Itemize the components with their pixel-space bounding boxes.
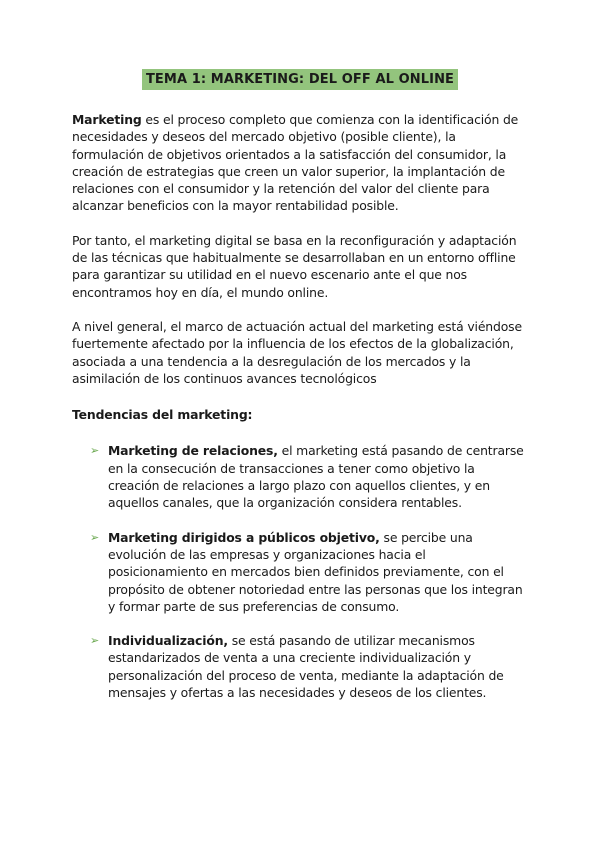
- list-item: [72, 442, 528, 511]
- trend-text: el marketing está pasando de centrarse en la consecución de transacciones a tener como objetivo la creación de relaciones a largo plazo con aquellos clientes, y en aquellos canales, que la organización considera rentables.: [108, 443, 524, 511]
- arrow-bullet-icon: ➢: [90, 634, 100, 648]
- trends-heading: Tendencias del marketing:: [72, 407, 253, 423]
- paragraph-text: A nivel general, el marco de actuación actual del marketing está viéndose fuertemente afectado por la influencia de los efectos de la globalización, asociada a una tendencia a la desregulación de los mercados y la asimilación de los continuos avances tecnológicos: [72, 318, 522, 386]
- trend-term: Marketing dirigidos a públicos objetivo,: [108, 529, 380, 545]
- paragraph-text: es el proceso completo que comienza con la identificación de necesidades y deseos del mercado objetivo (posible cliente), la formulación de objetivos orientados a la satisfacción del consumidor, la creación de estrategias que creen un valor superior, la implantación de relaciones con el consumidor y la retención del valor del cliente para alcanzar beneficios con la mayor rentabilidad posible.: [72, 112, 519, 214]
- trend-text: se está pasando de utilizar mecanismos estandarizados de venta a una creciente individualización y personalización del proceso de venta, mediante la adaptación de mensajes y ofertas a las necesidades y deseos de los clientes.: [108, 633, 504, 701]
- paragraph-marketing-definition: [72, 111, 528, 215]
- trend-term: Individualización,: [108, 633, 228, 649]
- title-wrapper: [72, 68, 528, 90]
- arrow-bullet-icon: ➢: [90, 444, 100, 458]
- trend-text: se percibe una evolución de las empresas y organizaciones hacia el posicionamiento en mercados bien definidos previamente, con el propósito de obtener notoriedad entre las personas que los integran y formar parte de sus preferencias de consumo.: [108, 529, 523, 614]
- document-page: [72, 68, 528, 718]
- arrow-bullet-icon: ➢: [90, 530, 100, 544]
- paragraph-digital-marketing: [72, 232, 528, 301]
- paragraph-text: Por tanto, el marketing digital se basa en la reconfiguración y adaptación de las técnicas que habitualmente se desarrollaban en un entorno offline para garantizar su utilidad en el nuevo escenario ante el que nos encontramos hoy en día, el mundo online.: [72, 232, 517, 300]
- list-item: [72, 632, 528, 701]
- paragraph-general-context: [72, 318, 528, 387]
- page-title: TEMA 1: MARKETING: DEL OFF AL ONLINE: [142, 69, 458, 90]
- trend-term: Marketing de relaciones,: [108, 443, 278, 459]
- trends-list: [72, 442, 528, 701]
- paragraph-lead-term: Marketing: [72, 112, 142, 127]
- list-item: [72, 529, 528, 615]
